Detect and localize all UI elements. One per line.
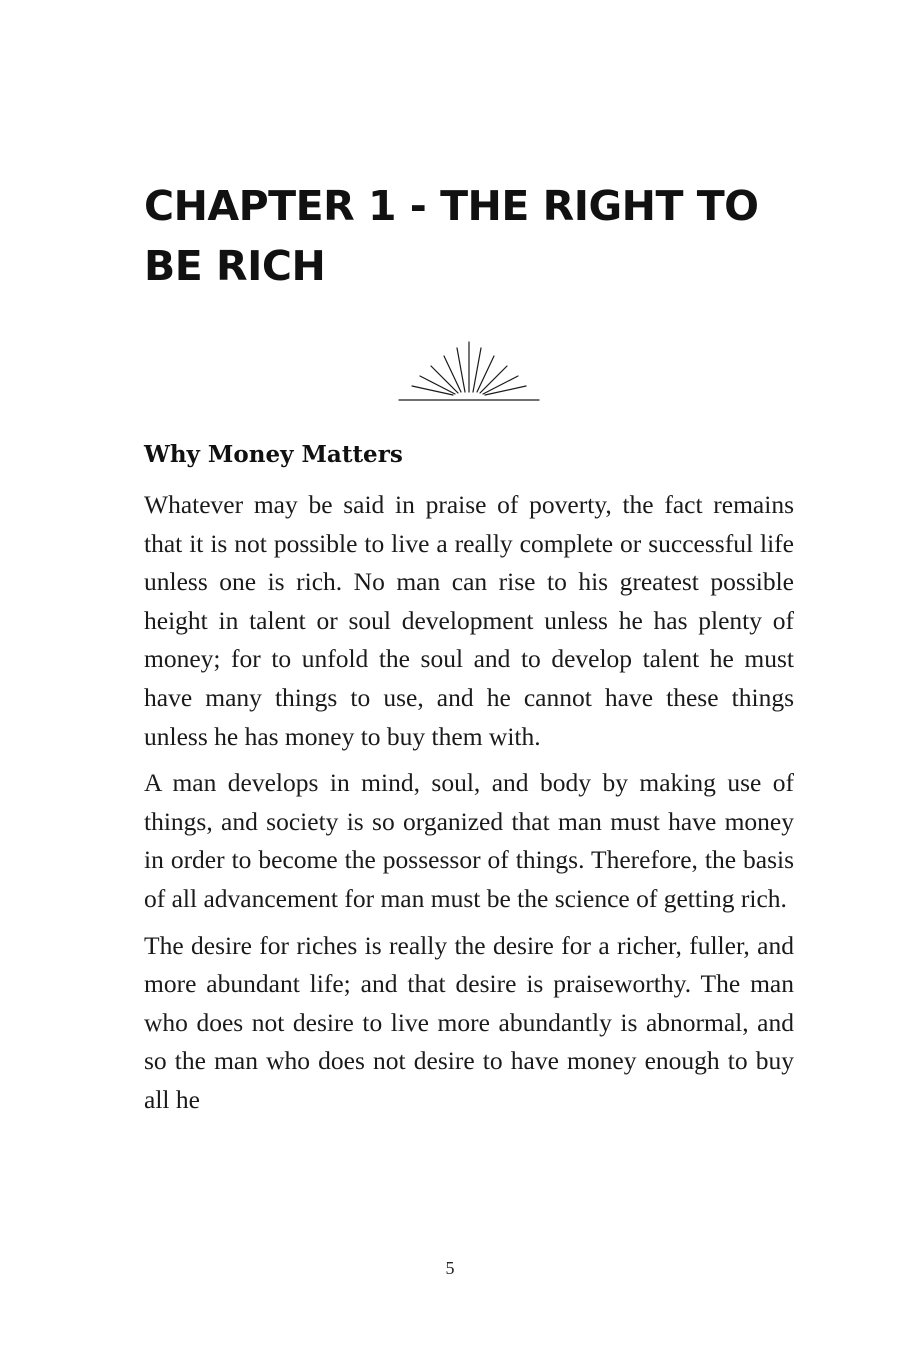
body-paragraph: The desire for riches is really the desire for a richer, fuller, and more abundant life; and that desire is praiseworthy. The man who does not desire to live more abundantly is abnormal, and so the man who does not desire to have money enough to buy all he [144, 930, 794, 1114]
sunburst-divider-icon [398, 336, 540, 406]
book-page [144, 0, 794, 1350]
page-number: 5 [445, 1258, 455, 1278]
chapter-body [144, 436, 794, 1128]
section-heading: Why Money Matters [144, 441, 403, 468]
body-paragraph: Whatever may be said in praise of poverty, the fact remains that it is not possible to live a really complete or successful life unless one is rich. No man can rise to his greatest possible height in talent or soul development unless he has plenty of money; for to unfold the soul and to develop talent he must have many things to use, and he cannot have these things unless he has money to buy them with. [144, 490, 794, 751]
chapter-title: CHAPTER 1 - THE RIGHT TO BE RICH [144, 182, 759, 290]
body-paragraph: A man develops in mind, soul, and body by making use of things, and society is so organized that man must have money in order to become the possessor of things. Therefore, the basis of all advancement for man must be the science of getting rich. [144, 768, 794, 913]
